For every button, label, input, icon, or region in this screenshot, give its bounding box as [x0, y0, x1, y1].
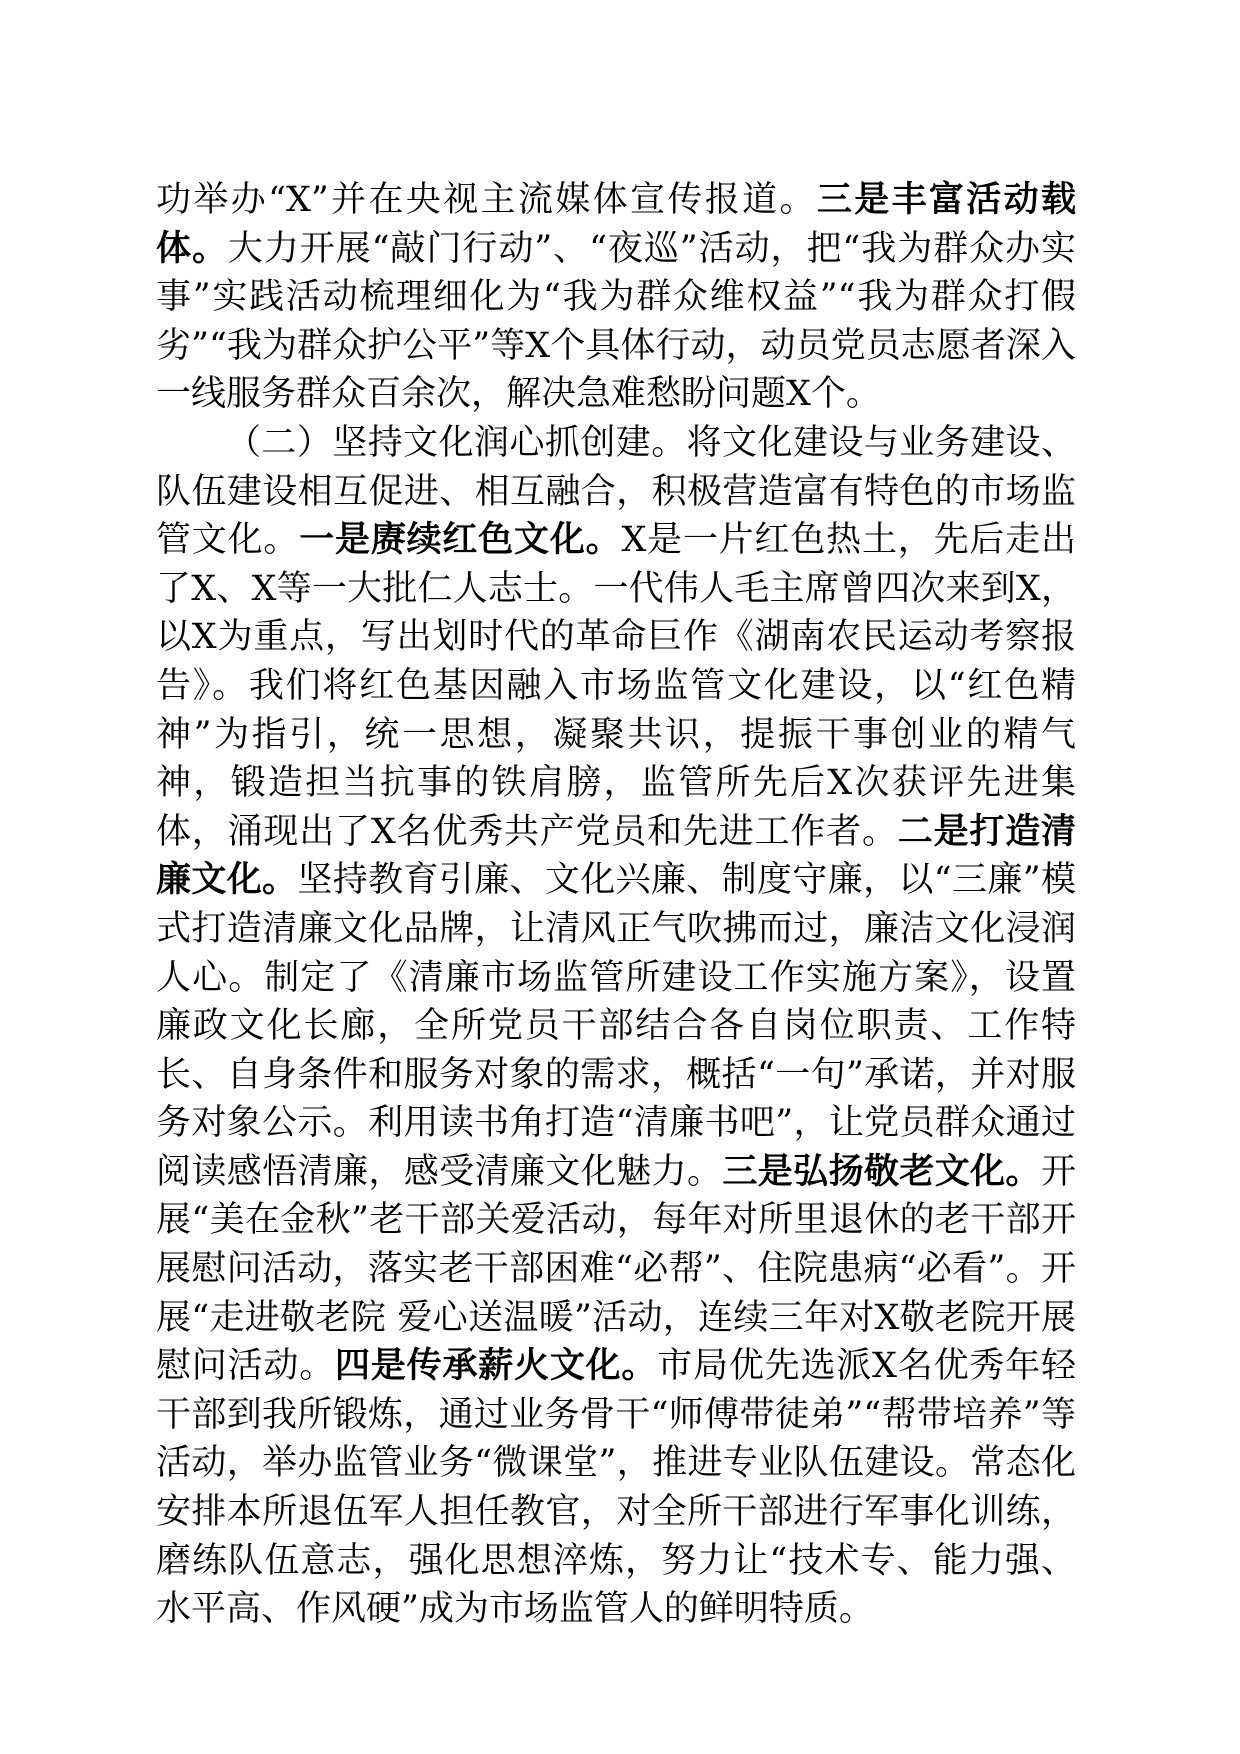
paragraph-text: 功举办“X”并在央视主流媒体宣传报道。 — [156, 180, 817, 220]
paragraph-activity-carriers — [156, 176, 1076, 419]
paragraph-bold-heading: 二是打造清廉文化。 — [156, 810, 1076, 901]
paragraph-bold-heading: 三是丰富活动载体。 — [156, 179, 1076, 269]
paragraph-text: （二）坚持文化润心抓创建。将文化建设与业务建设、队伍建设相互促进、相互融合，积极营造富有特色的市场监管文化。 — [156, 422, 1076, 561]
document-body — [156, 176, 1076, 1634]
paragraph-culture-building — [156, 419, 1076, 1634]
paragraph-bold-heading: 四是传承薪火文化。 — [335, 1345, 658, 1387]
paragraph-text: 开展“美在金秋”老干部关爱活动，每年对所里退休的老干部开展慰问活动，落实老干部困难“必帮”、住院患病“必看”。开展“走进敬老院 爱心送温暖”活动，连续三年对X敬老院开展慰问活动。 — [156, 1151, 1076, 1387]
paragraph-text: 坚持教育引廉、文化兴廉、制度守廉，以“三廉”模式打造清廉文化品牌，让清风正气吹拂而过，廉洁文化浸润人心。制定了《清廉市场监管所建设工作实施方案》，设置廉政文化长廊，全所党员干部结合各自岗位职责、工作特长、自身条件和服务对象的需求，概括“一句”承诺，并对服务对象公示。利用读书角打造“清廉书吧”，让党员群众通过阅读感悟清廉，感受清廉文化魅力。 — [156, 860, 1076, 1192]
paragraph-text: 大力开展“敲门行动”、“夜巡”活动，把“我为群众办实事”实践活动梳理细化为“我为群众维权益”“我为群众打假劣”“我为群众护公平”等X个具体行动，动员党员志愿者深入一线服务群众百余次，解决急难愁盼问题X个。 — [156, 228, 1076, 415]
paragraph-bold-heading: 三是弘扬敬老文化。 — [722, 1150, 1041, 1192]
paragraph-text: 市局优先选派X名优秀年轻干部到我所锻炼，通过业务骨干“师傅带徒弟”“帮带培养”等活动，举办监管业务“微课堂”，推进专业队伍建设。常态化安排本所退伍军人担任教官，对全所干部进行军事化训练，磨练队伍意志，强化思想淬炼，努力让“技术专、能力强、水平高、作风硬”成为市场监管人的鲜明特质。 — [156, 1346, 1076, 1630]
paragraph-bold-heading: 一是赓续红色文化。 — [299, 519, 622, 561]
paragraph-text: X是一片红色热土，先后走出了X、X等一大批仁人志士。一代伟人毛主席曾四次来到X，以X为重点，写出划时代的革命巨作《湖南农民运动考察报告》。我们将红色基因融入市场监管文化建设，以“红色精神”为指引，统一思想，凝聚共识，提振干事创业的精气神，锻造担当抗事的铁肩膀，监管所先后X次获评先进集体，涌现出了X名优秀共产党员和先进工作者。 — [156, 520, 1076, 852]
